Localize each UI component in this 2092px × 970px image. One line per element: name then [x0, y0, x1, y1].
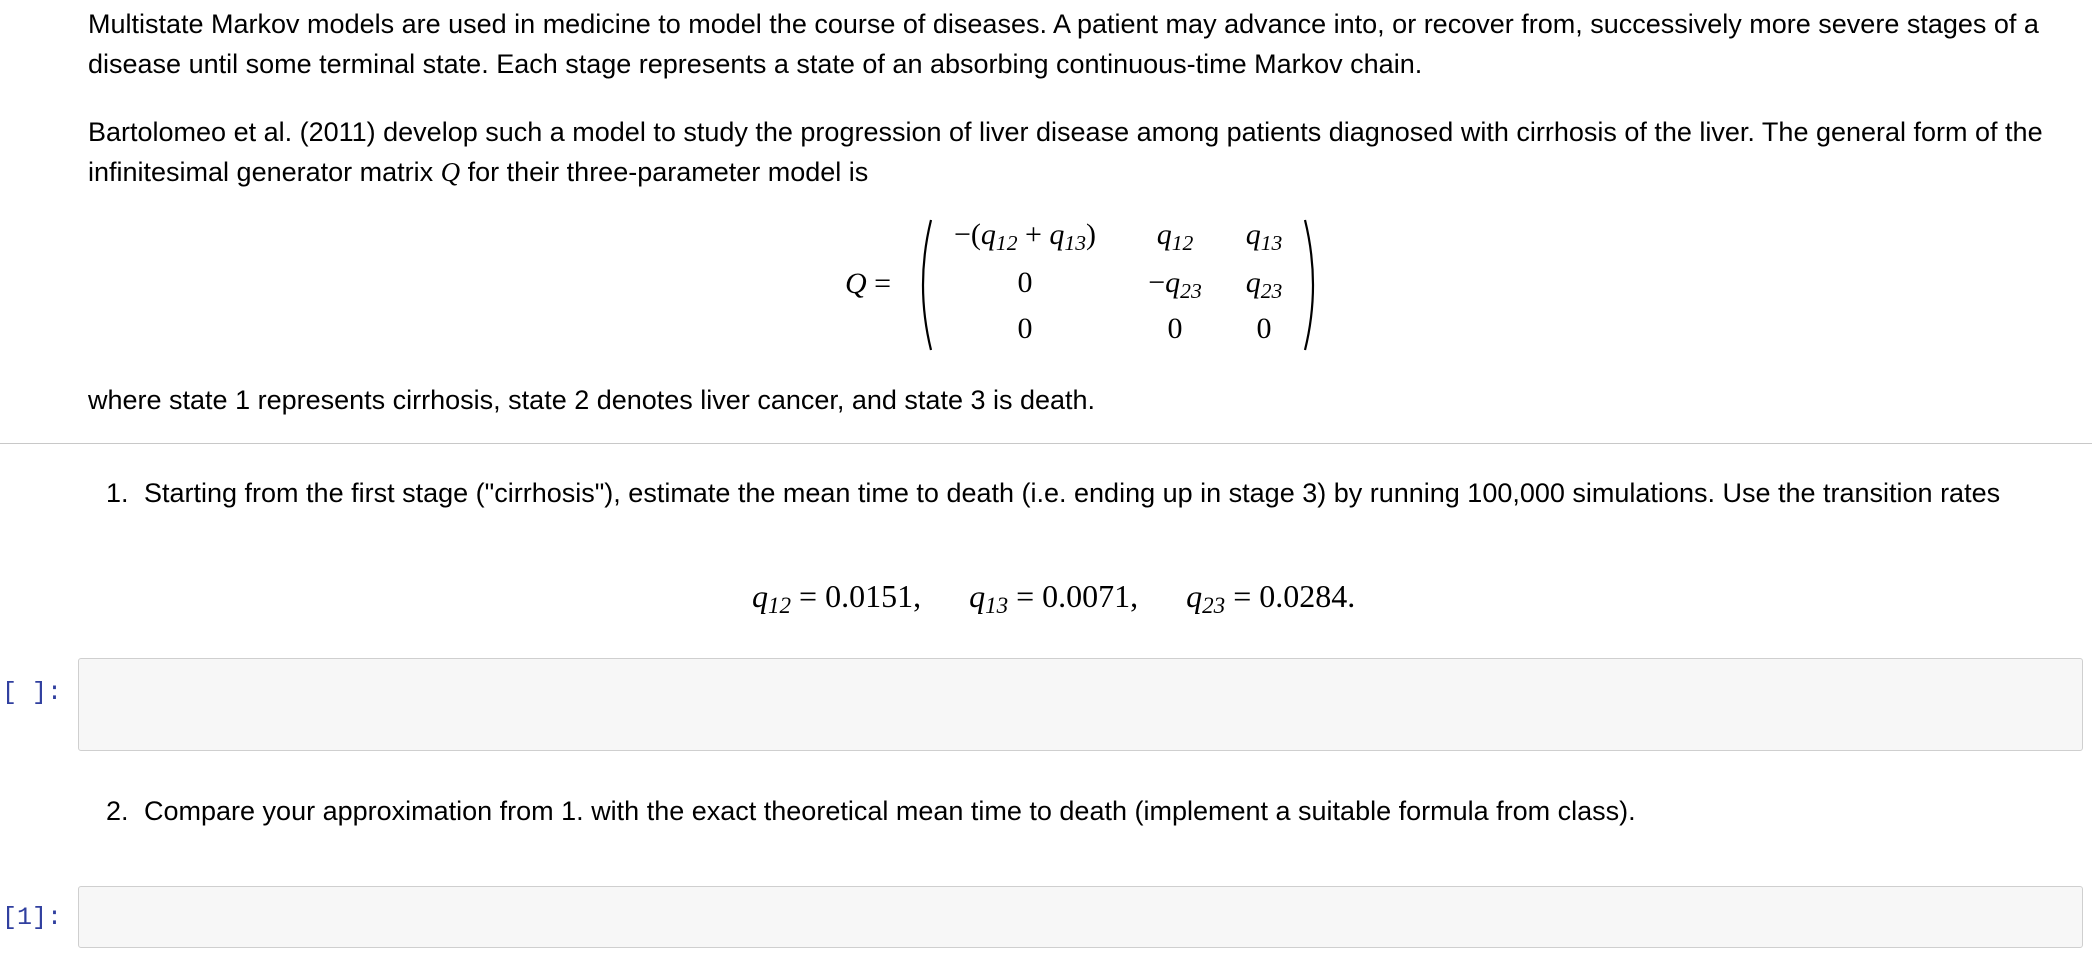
code-cell-1-prompt: [ ]: [2, 678, 63, 707]
rate-q13: $q_{13} = 0.0071$, [969, 578, 1139, 619]
task-2-text: Compare your approximation from 1. with the exact theoretical mean time to death (implement a suitable formula from class). [144, 796, 1636, 826]
code-cell-2-prompt: [1]: [2, 903, 63, 932]
matrix-left-paren [913, 218, 933, 352]
intro-paragraph-2-text-a: Bartolomeo et al. (2011) develop such a model to study the progression of liver disease among patients diagnosed with cirrhosis of the liver. The general form of the infinitesimal generator matrix [88, 117, 2043, 187]
task-2-number: 2. [106, 796, 129, 826]
intro-paragraph-2 [88, 112, 2068, 192]
intro-paragraph-3: where state 1 represents cirrhosis, state 2 denotes liver cancer, and state 3 is death. [88, 385, 1096, 415]
task-1-text: Starting from the first stage ("cirrhosis"), estimate the mean time to death (i.e. ending up in stage 3) by running 100,000 simulations. Use the transition rates [144, 478, 2001, 508]
matrix-cell-1-2: $q_{12}$ [1156, 218, 1194, 256]
rate-q12: $q_{12} = 0.0151$, [752, 578, 922, 619]
code-cell-2-input[interactable] [78, 886, 2083, 948]
code-cell-1-input[interactable] [78, 658, 2083, 751]
matrix-cell-1-3: $q_{13}$ [1245, 218, 1283, 256]
matrix-cell-3-2: 0 [1167, 312, 1183, 345]
matrix-cell-2-3: $q_{23}$ [1245, 266, 1283, 304]
matrix-cell-3-3: 0 [1256, 312, 1272, 345]
transition-rates [752, 578, 1356, 619]
task-1-number: 1. [106, 478, 129, 508]
rate-q23: $q_{23} = 0.0284$. [1186, 578, 1356, 619]
cell-divider [0, 443, 2092, 444]
matrix-cell-2-1: 0 [1017, 266, 1033, 299]
intro-paragraph-1: Multistate Markov models are used in medicine to model the course of diseases. A patient may advance into, or recover from, successively more severe stages of a disease until some terminal state. Each stage represents a state of an absorbing continuous-time Markov chain. [88, 9, 2039, 79]
matrix-lhs: Q = [845, 267, 892, 300]
matrix-right-paren [1303, 218, 1323, 352]
matrix-cell-1-1: $-(q_{12} + q_{13})$ [953, 218, 1097, 256]
matrix-symbol-q: Q [440, 157, 461, 187]
matrix-cell-2-2: $-q_{23}$ [1148, 266, 1202, 304]
intro-paragraph-2-text-b: for their three-parameter model is [460, 157, 869, 187]
matrix-cell-3-1: 0 [1017, 312, 1033, 345]
